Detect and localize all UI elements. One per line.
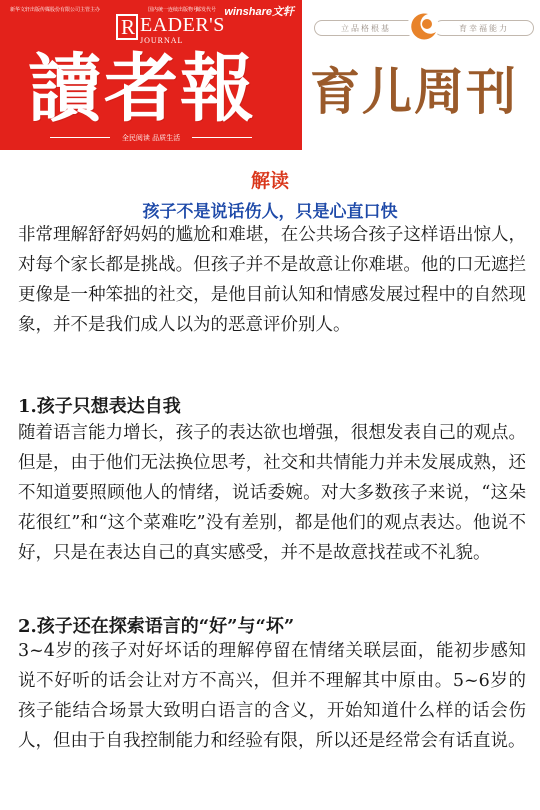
point1-paragraph: 随着语言能力增长，孩子的表达欲也增强，很想发表自己的观点。但是，由于他们无法换位思考，社交和共情能力并未发展成熟，还不知道要照顾他人的情绪，说话委婉。对大多数孩子来说，“这朵花很红”和“这个菜难吃”没有差别，都是他们的观点表达。他说不好，只是在表达自己的真实感受，并不是故意找茬或不礼貌。 [18, 423, 526, 563]
issn-text: 国内统一连续出版物号 [148, 7, 199, 13]
point2-paragraph: 3~4岁的孩子对好坏话的理解停留在情绪关联层面，能初步感知说不好听的话会让对方不高兴，但并不理解其中原由。5~6岁的孩子能结合场景大致明白语言的含义，开始知道什么样的话会伤人，但由于自我控制能力和经验有限，所以还是经常会有话直说。 [18, 641, 526, 751]
point1-heading: 1.孩子只想表达自我 [18, 396, 181, 417]
sun-moon-icon [406, 10, 440, 44]
header [0, 0, 540, 150]
tagline-right: 育幸福能力 [434, 20, 534, 36]
parenting-weekly-title: 育儿周刊 [310, 63, 518, 121]
intro-paragraph: 非常理解舒舒妈妈的尴尬和难堪，在公共场合孩子这样语出惊人，对每个家长都是挑战。但孩子并不是故意让你难堪。他的口无遮拦更像是一种笨拙的社交，是他目前认知和情感发展过程中的自然现象，并不是我们成人以为的恶意评价别人。 [18, 225, 526, 335]
readers-journal-logo-sub: JOURNAL [140, 36, 184, 45]
readers-journal-logo-letter: R [121, 15, 136, 39]
tagline-left: 立品格根基 [314, 20, 418, 36]
masthead-slogan: 全民阅读 品质生活 [121, 134, 181, 142]
publisher-text: 新华文轩出版传媒股份有限公司主管主办 [10, 7, 101, 13]
point2-heading: 2.孩子还在探索语言的“好”与“坏” [18, 616, 295, 637]
readers-journal-logo-text: EADER'S [140, 14, 225, 36]
section-title: 解读 [250, 170, 289, 192]
newspaper-masthead [0, 0, 302, 150]
article-subtitle: 孩子不是说话伤人，只是心直口快 [142, 202, 398, 222]
parenting-weekly-brand [302, 0, 540, 150]
postal-code-text: 邮发代号 [196, 7, 217, 13]
winshare-logo: winshare文轩 [224, 6, 294, 18]
masthead-title: 讀者報 [28, 46, 256, 132]
